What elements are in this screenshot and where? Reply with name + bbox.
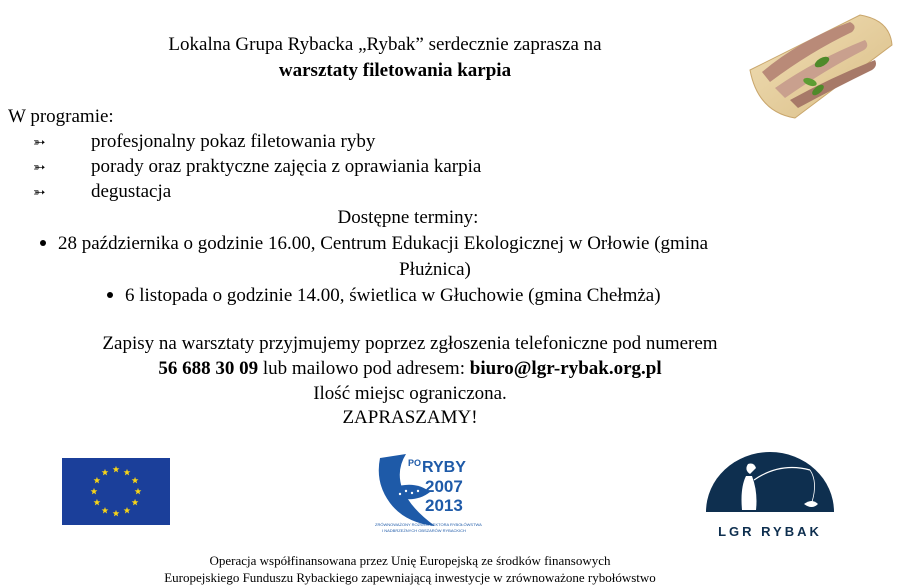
year-start-text: 2007 [425,477,463,496]
invite-text: ZAPRASZAMY! [342,407,478,428]
list-item: ➳ profesjonalny pokaz filetowania ryby [33,131,376,152]
list-item: ➳ porady oraz praktyczne zajęcia z oprawiania karpia [33,156,482,177]
feather-bullet-icon: ➳ [33,185,46,201]
phone-number: 56 688 30 09 [158,358,259,379]
feather-bullet-icon: ➳ [33,160,46,176]
term-item: 6 listopada o godzinie 14.00, świetlica w Głuchowie (gmina Chełmża) [105,285,661,307]
registration-text: Zapisy na warsztaty przyjmujemy poprzez zgłoszenia telefoniczne pod numerem [102,333,718,354]
lgr-text: LGR RYBAK [718,524,822,539]
term-item-continuation: Płużnica) [399,259,471,280]
po-ryby-logo [370,448,500,538]
fish-fillet-photo [740,0,900,130]
term-item: 28 października o godzinie 16.00, Centrum Edukacji Ekologicznej w Orłowie (gmina [38,233,708,255]
terms-heading: Dostępne terminy: [337,207,479,228]
poryby-caption: ZRÓWNOWAŻONY ROZWÓJ SEKTORA RYBOŁÓWSTWA [375,522,482,527]
contact-line [0,358,820,380]
bullet-dot-icon [38,238,48,248]
eu-flag-logo [62,458,170,525]
limit-note: Ilość miejsc ograniczona. [313,383,507,404]
bullet-dot-icon [105,290,115,300]
ryby-text: RYBY [422,459,466,476]
poryby-caption: I NADBRZEŻNYCH OBSZARÓW RYBACKICH [382,528,466,533]
year-end-text: 2013 [425,496,463,515]
header-line: Lokalna Grupa Rybacka „Rybak” serdecznie zaprasza na [168,34,602,55]
email-address[interactable]: biuro@lgr-rybak.org.pl [469,358,662,379]
lgr-rybak-logo [700,452,840,542]
footer-line: Operacja współfinansowana przez Unię Europejską ze środków finansowych [209,553,611,568]
footer-line: Europejskiego Funduszu Rybackiego zapewniającą inwestycje w zrównoważone rybołówstwo [164,570,656,585]
feather-bullet-icon: ➳ [33,135,46,151]
contact-middle-text: lub mailowo pod adresem: [258,358,470,379]
event-title: warsztaty filetowania karpia [278,60,512,81]
program-heading: W programie: [8,106,114,127]
po-text: PO [408,458,422,468]
list-item: ➳ degustacja [33,181,172,202]
